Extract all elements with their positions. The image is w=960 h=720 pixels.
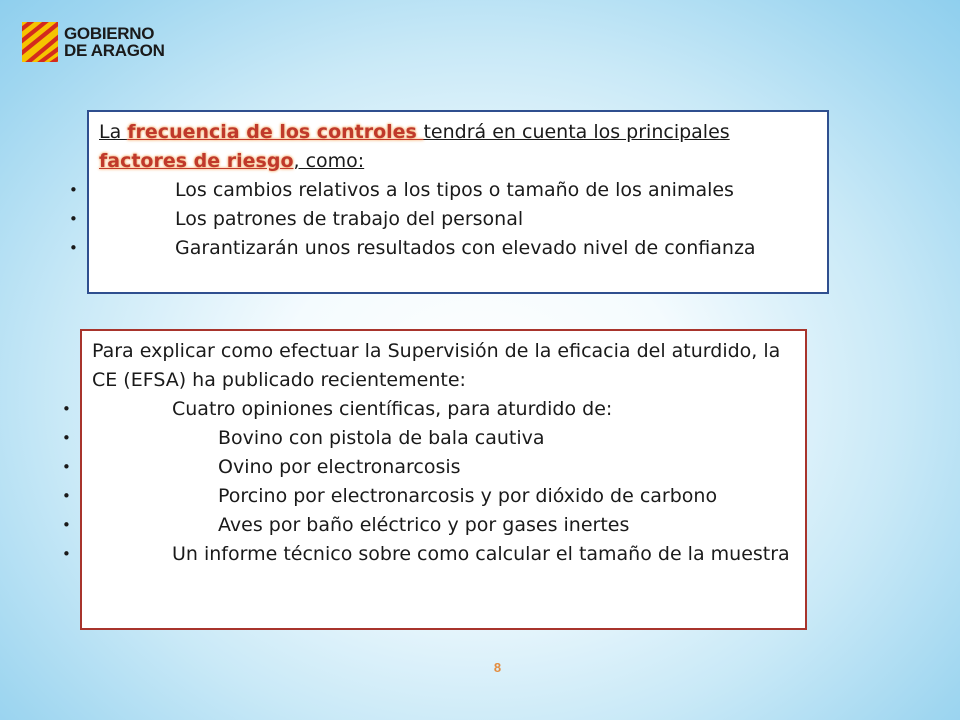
list-item: • Un informe técnico sobre como calcular el tamaño de la muestra xyxy=(92,540,795,569)
sub-list-item: • Ovino por electronarcosis xyxy=(92,453,795,482)
list-item: • Los patrones de trabajo del personal xyxy=(99,205,817,234)
efsa-supervision-box xyxy=(80,329,807,630)
efsa-intro: Para explicar como efectuar la Supervisión de la eficacia del aturdido, la CE (EFSA) ha publicado recientemente: xyxy=(92,340,781,391)
logo-line-1: GOBIERNO xyxy=(64,24,155,43)
sub-list-item: • Aves por baño eléctrico y por gases inertes xyxy=(92,511,795,540)
sub-list-item: • Bovino con pistola de bala cautiva xyxy=(92,424,795,453)
highlight-factores: factores de riesgo xyxy=(99,150,294,172)
list-item: • Cuatro opiniones científicas, para aturdido de: xyxy=(92,395,795,424)
list-item: • Los cambios relativos a los tipos o tamaño de los animales xyxy=(99,176,817,205)
list-item: • Garantizarán unos resultados con elevado nivel de confianza xyxy=(99,234,817,263)
logo-line-2: DE ARAGON xyxy=(64,41,165,60)
aragon-flag-icon xyxy=(22,22,58,62)
sub-list-item: • Porcino por electronarcosis y por dióxido de carbono xyxy=(92,482,795,511)
risk-factors-intro: La frecuencia de los controles tendrá en cuenta los principales factores de riesgo, como: xyxy=(99,121,730,172)
highlight-frecuencia: frecuencia de los controles xyxy=(127,121,424,143)
gobierno-aragon-logo xyxy=(22,22,165,62)
efsa-list xyxy=(92,395,795,569)
risk-factors-box xyxy=(87,110,829,294)
page-number: 8 xyxy=(493,660,502,675)
risk-factors-list xyxy=(99,176,817,263)
